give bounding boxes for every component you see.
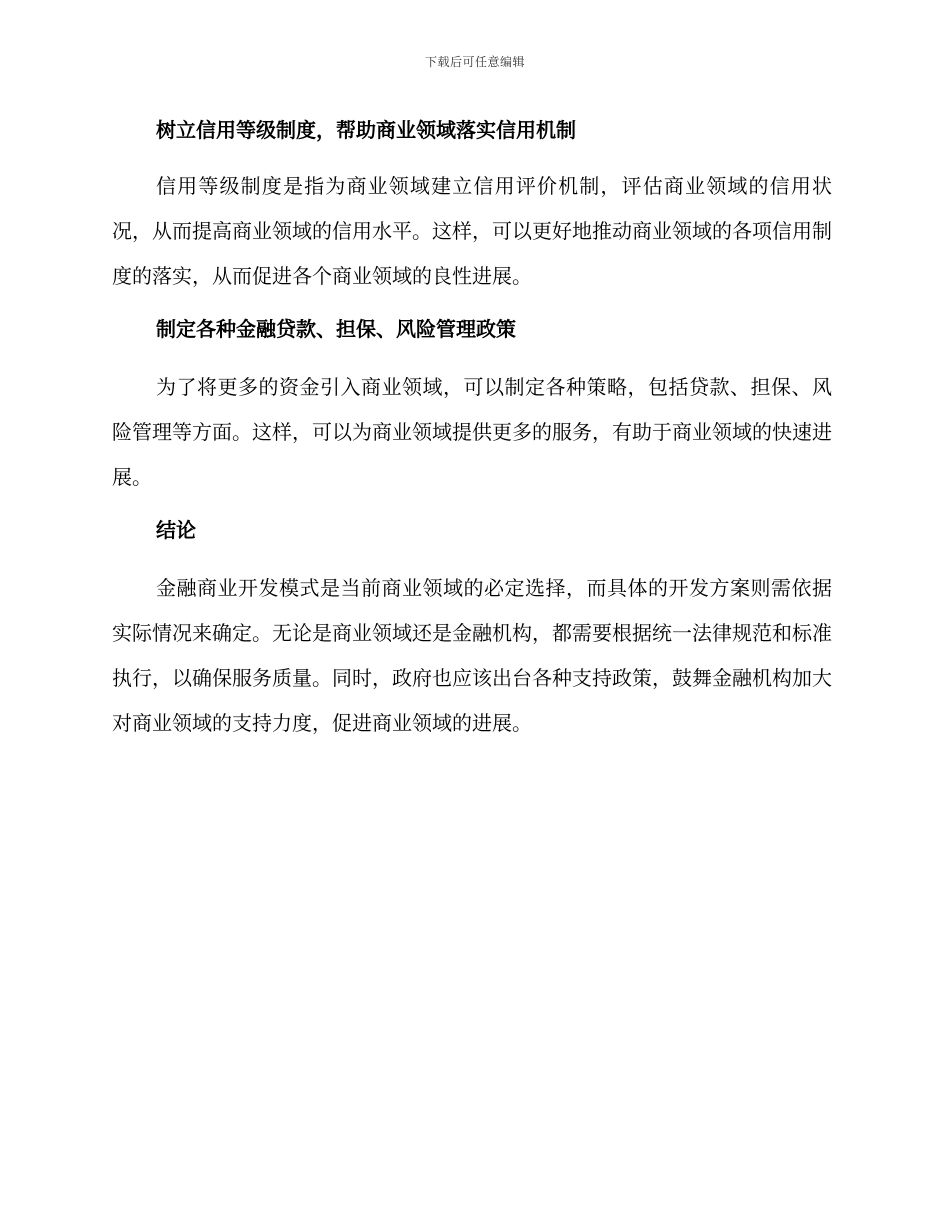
section-paragraph-finance-policy: 为了将更多的资金引入商业领域，可以制定各种策略，包括贷款、担保、风险管理等方面。这样，可以为商业领域提供更多的服务，有助于商业领域的快速进展。 — [112, 375, 832, 489]
section-paragraph-conclusion: 金融商业开发模式是当前商业领域的必定选择，而具体的开发方案则需依据实际情况来确定。无论是商业领域还是金融机构，都需要根据统一法律规范和标准执行，以确保服务质量。同时，政府也应该出台各种支持政策，鼓舞金融机构加大对商业领域的支持力度，促进商业领域的进展。 — [112, 576, 832, 735]
section-heading-credit-rating: 树立信用等级制度，帮助商业领域落实信用机制 — [156, 118, 576, 142]
document-body — [112, 112, 832, 758]
section-heading-conclusion: 结论 — [156, 518, 196, 542]
header-note: 下载后可任意编辑 — [424, 55, 525, 69]
section-paragraph-credit-rating: 信用等级制度是指为商业领域建立信用评价机制，评估商业领域的信用状况，从而提高商业领域的信用水平。这样，可以更好地推动商业领域的各项信用制度的落实，从而促进各个商业领域的良性进展。 — [112, 174, 832, 288]
section-heading-finance-policy: 制定各种金融贷款、担保、风险管理政策 — [156, 317, 516, 341]
